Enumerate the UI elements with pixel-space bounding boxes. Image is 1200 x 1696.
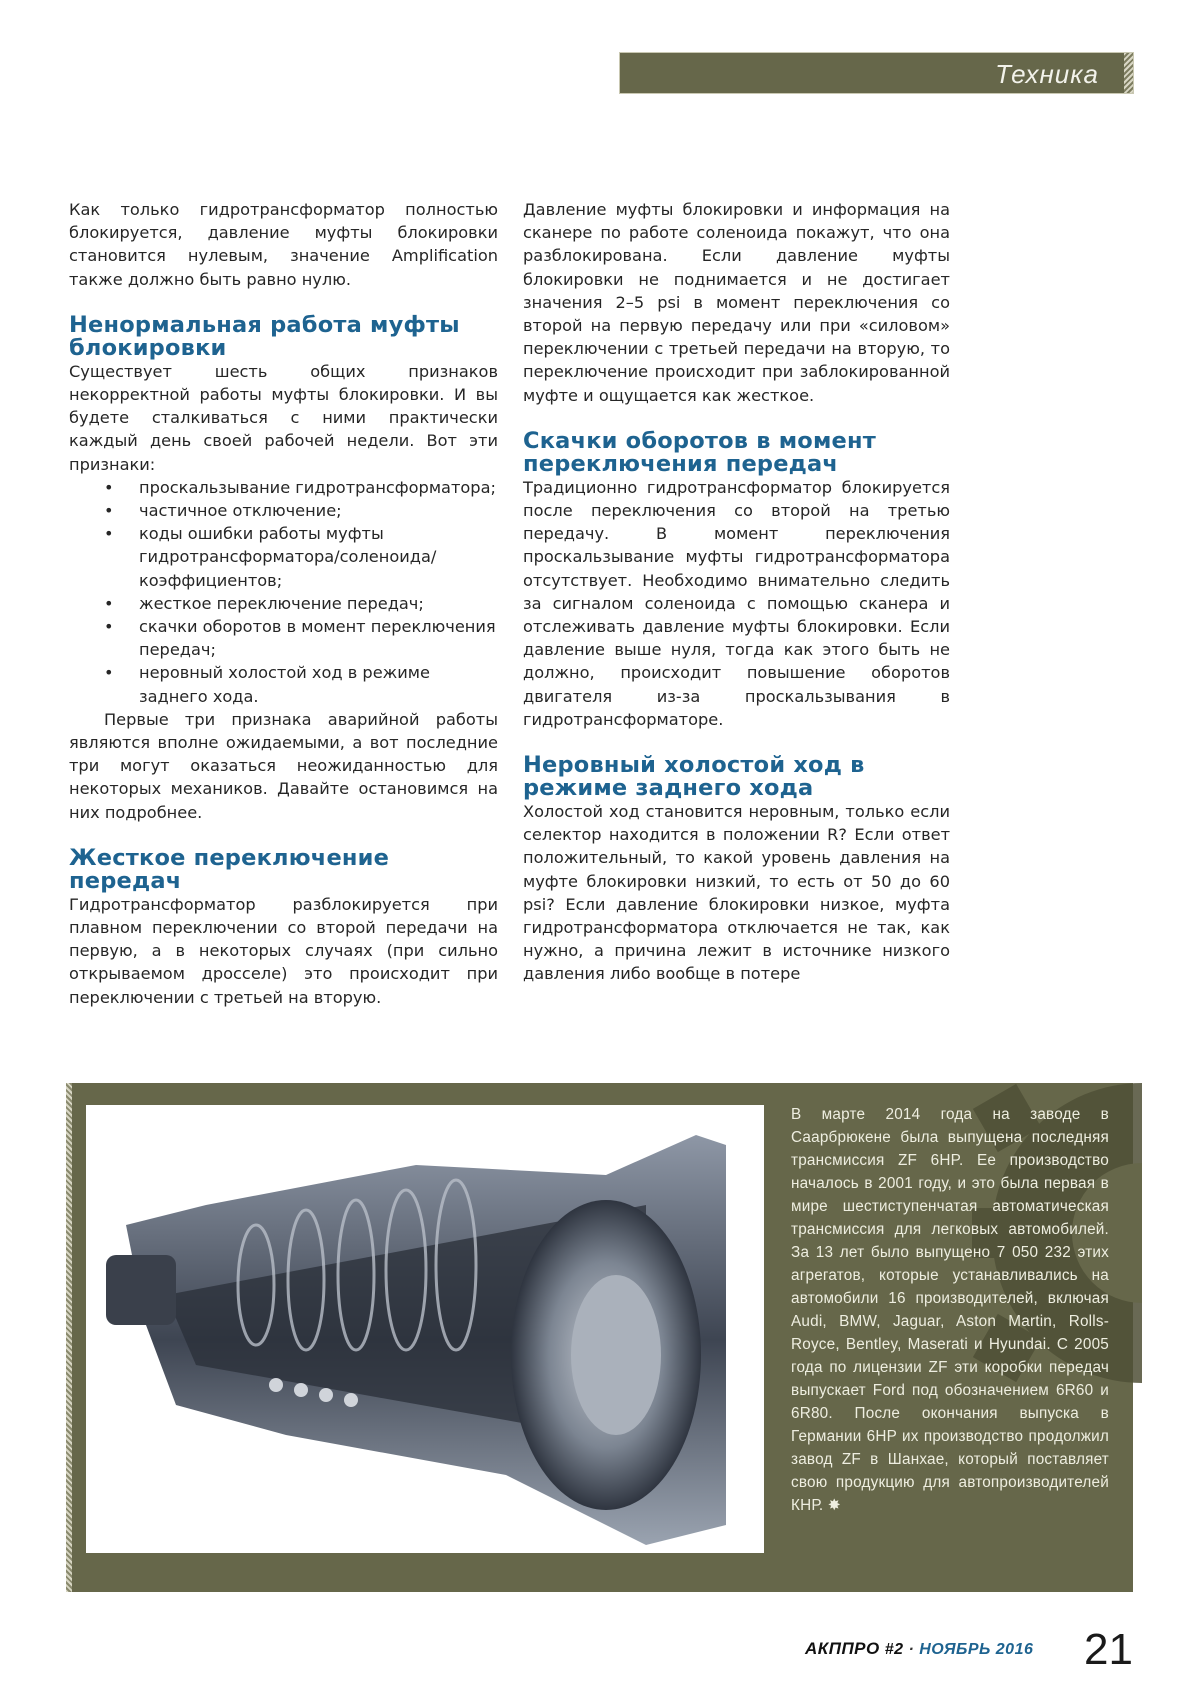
page-number: 21	[1084, 1625, 1133, 1674]
paragraph-continuation: Давление муфты блокировки и информация на сканере по работе соленоида покажут, что она разблокирована. Если давление муфты блокировки не поднимается и не достигает значения 2–5 psi в момент переключения со второй на первую передачу или при «силовом» переключении с третьей передачи на вторую, то переключение происходит при заблокированной муфте и ощущается как жесткое.	[523, 200, 950, 405]
banner-stripes	[1124, 53, 1133, 93]
sidebar-paragraph: В марте 2014 года на заводе в Саарбрюкене была выпущена последняя трансмиссия ZF 6HP. Ее производство началось в 2001 году, и это была первая в мире шестиступенчатая автоматическая трансмиссия для легковых автомобилей. За 13 лет было выпущено 7 050 232 этих агрегатов, которые устанавливались на автомобили 16 производителей, включая Audi, BMW, Jaguar, Aston Martin, Rolls-Royce, Bentley, Maserati и Hyundai. С 2005 года по лицензии ZF эти коробки передач выпускает Ford под обозначением 6R60 и 6R80. После окончания выпуска в Германии 6HP их производство продолжил завод ZF в Шанхае, который поставляет свою продукцию для автопроизводителей КНР.	[791, 1106, 1109, 1514]
sidebar-text	[791, 1103, 1109, 1517]
transmission-illustration	[86, 1105, 764, 1553]
issue-date: НОЯБРЬ 2016	[919, 1641, 1034, 1658]
list-item: • скачки оборотов в момент переключения передач;	[69, 615, 498, 661]
heading-rough-idle-reverse: Неровный холостой ход в режиме заднего хода	[523, 752, 865, 802]
paragraph-symptoms: Существует шесть общих признаков некорректной работы муфты блокировки. И вы будете сталкиваться с ними практически каждый день своей рабочей недели. Вот эти признаки:	[69, 361, 498, 474]
end-mark-icon: ✸	[827, 1497, 841, 1514]
intro-paragraph: Как только гидротрансформатор полностью блокируется, давление муфты блокировки становится нулевым, значение Amplification также должно быть равно нулю.	[69, 200, 498, 289]
paragraph-harsh-shift: Гидротрансформатор разблокируется при плавном переключении со второй передачи на первую, а в некоторых случаях (при сильно открываемом дросселе) это происходит при переключении с третьей на вторую.	[69, 894, 498, 1007]
left-column	[69, 198, 498, 1009]
heading-abnormal-lockup: Ненормальная работа муфты блокировки	[69, 311, 460, 361]
sidebar-box	[66, 1083, 1133, 1592]
magazine-name: АКППРО	[805, 1639, 880, 1658]
list-item: • частичное отключение;	[69, 499, 498, 522]
sidebar-stripes	[66, 1083, 72, 1592]
list-item: • жесткое переключение передач;	[69, 592, 498, 615]
transmission-cutaway-image	[86, 1105, 764, 1553]
separator: ·	[908, 1641, 915, 1658]
section-label: Техника	[995, 59, 1099, 89]
list-item: • проскальзывание гидротрансформатора;	[69, 476, 498, 499]
paragraph-rough-idle: Холостой ход становится неровным, только если селектор находится в положении R? Если ответ положительный, то какой уровень давления на муфте блокировки низкий, то есть от 50 до 60 psi? Если давление блокировки низкое, муфта гидротрансформатора отключается не так, как нужно, а причина лежит в источнике низкого давления либо вообще в потере	[523, 802, 950, 984]
right-column	[523, 198, 950, 986]
list-item: • коды ошибки работы муфты гидротрансформатора/соленоида/коэффициентов;	[69, 522, 498, 592]
page-footer	[0, 1625, 1200, 1675]
heading-harsh-shift: Жесткое переключение передач	[69, 844, 390, 894]
heading-rpm-flare: Скачки оборотов в момент переключения передач	[523, 427, 877, 477]
magazine-brand	[805, 1639, 1033, 1659]
paragraph-followup: Первые три признака аварийной работы являются вполне ожидаемыми, а вот последние три могут оказаться неожиданностью для некоторых механиков. Давайте остановимся на них подробнее.	[69, 709, 498, 822]
list-item: • неровный холостой ход в режиме заднего хода.	[69, 661, 498, 707]
symptom-list	[69, 476, 498, 708]
section-banner	[619, 52, 1134, 94]
paragraph-rpm-flare: Традиционно гидротрансформатор блокируется после переключения со второй на третью передачу. В момент переключения проскальзывание муфты гидротрансформатора отсутствует. Необходимо внимательно следить за сигналом соленоида с помощью сканера и отслеживать давление муфты блокировки. Если давление выше нуля, тогда как этого быть не должно, происходит повышение оборотов двигателя из-за проскальзывания в гидротрансформаторе.	[523, 477, 950, 729]
issue-number: #2	[884, 1641, 904, 1658]
